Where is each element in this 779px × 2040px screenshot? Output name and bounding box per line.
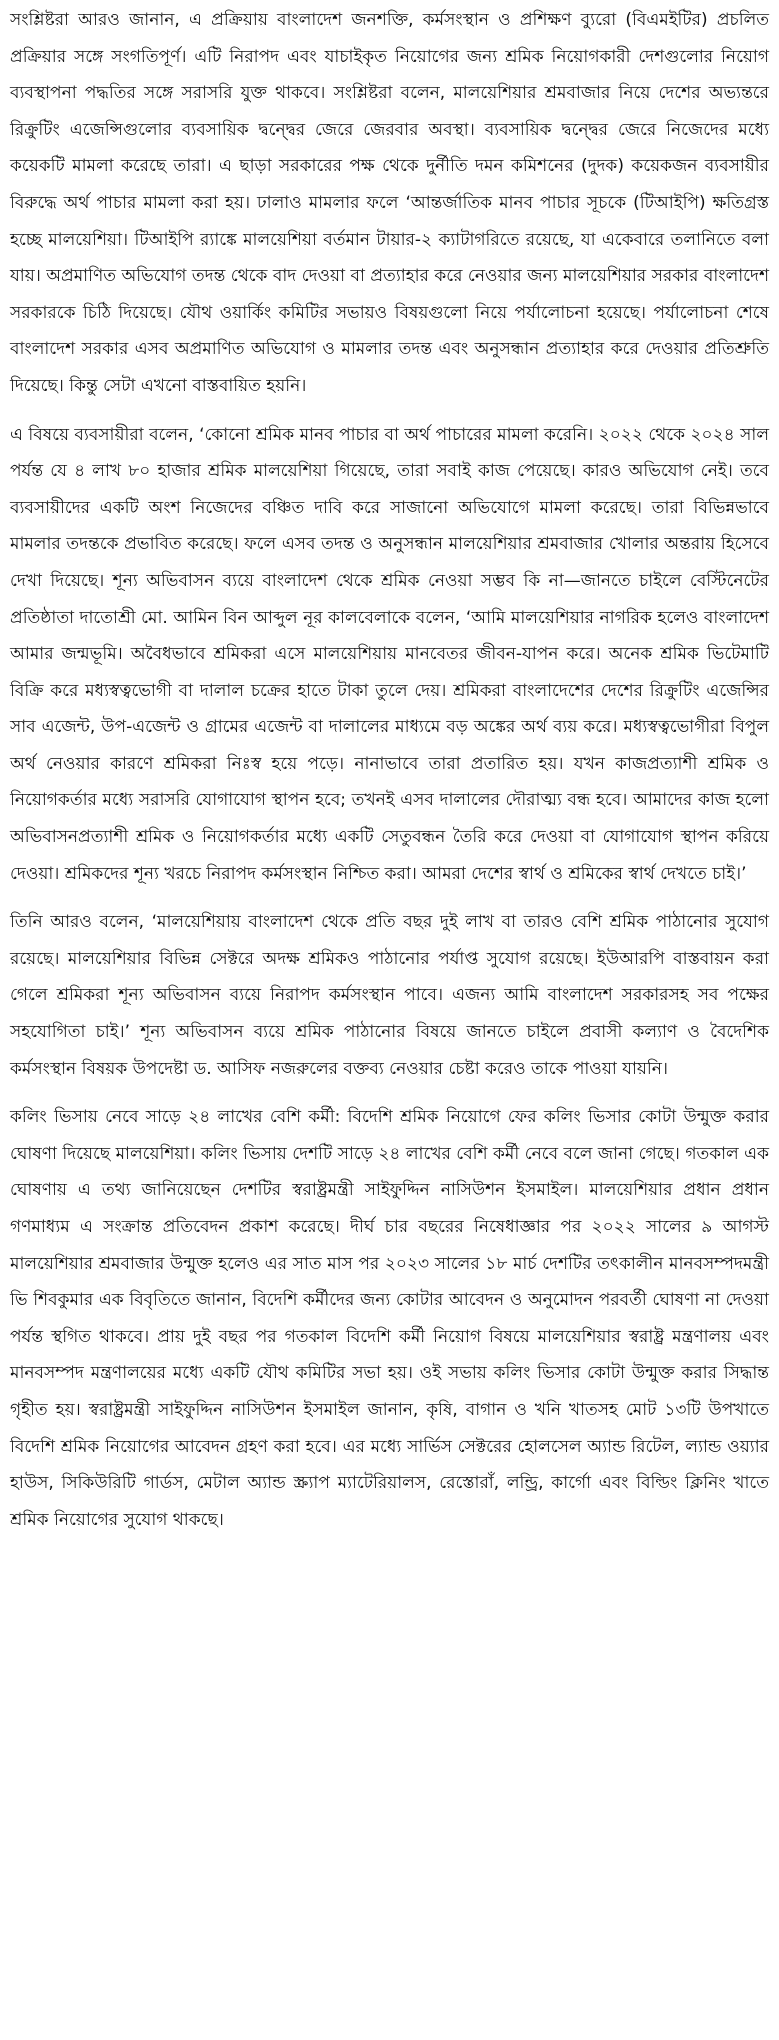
paragraph-4: কলিং ভিসায় নেবে সাড়ে ২৪ লাখের বেশি কর্মী: বিদেশি শ্রমিক নিয়োগে ফের কলিং ভিসার কোটা উন্মুক্ত করার ঘোষণা দিয়েছে মালয়েশিয়া। কলিং ভিসায় দেশটি সাড়ে ২৪ লাখের বেশি কর্মী নেবে বলে জানা গেছে। গতকাল এক ঘোষণায় এ তথ্য জানিয়েছেন দেশটির স্বরাষ্ট্রমন্ত্রী সাইফুদ্দিন নাসিউশন ইসমাইল। মালয়েশিয়ার প্রধান প্রধান গণমাধ্যম এ সংক্রান্ত প্রতিবেদন প্রকাশ করেছে। দীর্ঘ চার বছরের নিষেধাজ্ঞার পর ২০২২ সালের ৯ আগস্ট মালয়েশিয়ার শ্রমবাজার উন্মুক্ত হলেও এর সাত মাস পর ২০২৩ সালের ১৮ মার্চ দেশটির তৎকালীন মানবসম্পদমন্ত্রী ভি শিবকুমার এক বিবৃতিতে জানান, বিদেশি কর্মীদের জন্য কোটার আবেদন ও অনুমোদন পরবর্তী ঘোষণা না দেওয়া পর্যন্ত স্থগিত থাকবে। প্রায় দুই বছর পর গতকাল বিদেশি কর্মী নিয়োগ বিষয়ে মালয়েশিয়ার স্বরাষ্ট্র মন্ত্রণালয় এবং মানবসম্পদ মন্ত্রণালয়ের মধ্যে একটি যৌথ কমিটির সভা হয়। ওই সভায় কলিং ভিসার কোটা উন্মুক্ত করার সিদ্ধান্ত গৃহীত হয়। স্বরাষ্ট্রমন্ত্রী সাইফুদ্দিন নাসিউশন ইসমাইল জানান, কৃষি, বাগান ও খনি খাতসহ মোট ১৩টি উপখাতে বিদেশি শ্রমিক নিয়োগের আবেদন গ্রহণ করা হবে। এর মধ্যে সার্ভিস সেক্টরের হোলসেল অ্যান্ড রিটেল, ল্যান্ড ওয়্যার হাউস, সিকিউরিটি গার্ডস, মেটাল অ্যান্ড স্ক্র্যাপ ম্যাটেরিয়ালস, রেস্তোরাঁ, লন্ড্রি, কার্গো এবং বিল্ডিং ক্লিনিং খাতে শ্রমিক নিয়োগের সুযোগ থাকছে। [10, 1107, 769, 1530]
paragraph-1: সংশ্লিষ্টরা আরও জানান, এ প্রক্রিয়ায় বাংলাদেশ জনশক্তি, কর্মসংস্থান ও প্রশিক্ষণ ব্যুরো (বিএমইটির) প্রচলিত প্রক্রিয়ার সঙ্গে সংগতিপূর্ণ। এটি নিরাপদ এবং যাচাইকৃত নিয়োগের জন্য শ্রমিক নিয়োগকারী দেশগুলোর নিয়োগ ব্যবস্থাপনা পদ্ধতির সঙ্গে সরাসরি যুক্ত থাকবে। সংশ্লিষ্টরা বলেন, মালয়েশিয়ার শ্রমবাজার নিয়ে দেশের অভ্যন্তরে রিক্রুটিং এজেন্সিগুলোর ব্যবসায়িক দ্বন্দ্বের জেরে জেরবার অবস্থা। ব্যবসায়িক দ্বন্দ্বের জেরে নিজেদের মধ্যে কয়েকটি মামলা করেছে তারা। এ ছাড়া সরকারের পক্ষ থেকে দুর্নীতি দমন কমিশনের (দুদক) কয়েকজন ব্যবসায়ীর বিরুদ্ধে অর্থ পাচার মামলা করা হয়। ঢালাও মামলার ফলে ‘আন্তর্জাতিক মানব পাচার সূচকে (টিআইপি) ক্ষতিগ্রস্ত হচ্ছে মালয়েশিয়া। টিআইপি র‍্যাঙ্কে মালয়েশিয়া বর্তমান টায়ার-২ ক্যাটাগরিতে রয়েছে, যা একেবারে তলানিতে বলা যায়। অপ্রমাণিত অভিযোগ তদন্ত থেকে বাদ দেওয়া বা প্রত্যাহার করে নেওয়ার জন্য মালয়েশিয়ার সরকার বাংলাদেশ সরকারকে চিঠি দিয়েছে। যৌথ ওয়ার্কিং কমিটির সভায়ও বিষয়গুলো নিয়ে পর্যালোচনা হয়েছে। পর্যালোচনা শেষে বাংলাদেশ সরকার এসব অপ্রমাণিত অভিযোগ ও মামলার তদন্ত এবং অনুসন্ধান প্রত্যাহার করে দেওয়ার প্রতিশ্রুতি দিয়েছে। কিন্তু সেটা এখনো বাস্তবায়িত হয়নি। [10, 10, 769, 396]
paragraph-3: তিনি আরও বলেন, ‘মালয়েশিয়ায় বাংলাদেশ থেকে প্রতি বছর দুই লাখ বা তারও বেশি শ্রমিক পাঠানোর সুযোগ রয়েছে। মালয়েশিয়ার বিভিন্ন সেক্টরে অদক্ষ শ্রমিকও পাঠানোর পর্যাপ্ত সুযোগ রয়েছে। ইউআরপি বাস্তবায়ন করা গেলে শ্রমিকরা শূন্য অভিবাসন ব্যয়ে নিরাপদ কর্মসংস্থান পাবে। এজন্য আমি বাংলাদেশ সরকারসহ সব পক্ষের সহযোগিতা চাই।’ শূন্য অভিবাসন ব্যয়ে শ্রমিক পাঠানোর বিষয়ে জানতে চাইলে প্রবাসী কল্যাণ ও বৈদেশিক কর্মসংস্থান বিষয়ক উপদেষ্টা ড. আসিফ নজরুলের বক্তব্য নেওয়ার চেষ্টা করেও তাকে পাওয়া যায়নি। [10, 912, 769, 1079]
paragraph-2: এ বিষয়ে ব্যবসায়ীরা বলেন, ‘কোনো শ্রমিক মানব পাচার বা অর্থ পাচারের মামলা করেনি। ২০২২ থেকে ২০২৪ সাল পর্যন্ত যে ৪ লাখ ৮০ হাজার শ্রমিক মালয়েশিয়া গিয়েছে, তারা সবাই কাজ পেয়েছে। কারও অভিযোগ নেই। তবে ব্যবসায়ীদের একটি অংশ নিজেদের বঞ্চিত দাবি করে সাজানো অভিযোগে মামলা করেছে। তারা বিভিন্নভাবে মামলার তদন্তকে প্রভাবিত করেছে। ফলে এসব তদন্ত ও অনুসন্ধান মালয়েশিয়ার শ্রমবাজার খোলার অন্তরায় হিসেবে দেখা দিয়েছে। শূন্য অভিবাসন ব্যয়ে বাংলাদেশ থেকে শ্রমিক নেওয়া সম্ভব কি না—জানতে চাইলে বেস্টিনেটের প্রতিষ্ঠাতা দাতোশ্রী মো. আমিন বিন আব্দুল নূর কালবেলাকে বলেন, ‘আমি মালয়েশিয়ার নাগরিক হলেও বাংলাদেশ আমার জন্মভূমি। অবৈধভাবে শ্রমিকরা এসে মালয়েশিয়ায় মানবেতর জীবন-যাপন করে। অনেক শ্রমিক ভিটেমাটি বিক্রি করে মধ্যস্বত্বভোগী বা দালাল চক্রের হাতে টাকা তুলে দেয়। শ্রমিকরা বাংলাদেশের দেশের রিক্রুটিং এজেন্সির সাব এজেন্ট, উপ-এজেন্ট ও গ্রামের এজেন্ট বা দালালের মাধ্যমে বড় অঙ্কের অর্থ ব্যয় করে। মধ্যস্বত্বভোগীরা বিপুল অর্থ নেওয়ার কারণে শ্রমিকরা নিঃস্ব হয়ে পড়ে। নানাভাবে তারা প্রতারিত হয়। যখন কাজপ্রত্যাশী শ্রমিক ও নিয়োগকর্তার মধ্যে সরাসরি যোগাযোগ স্থাপন হবে; তখনই এসব দালালের দৌরাত্ম্য বন্ধ হবে। আমাদের কাজ হলো অভিবাসনপ্রত্যাশী শ্রমিক ও নিয়োগকর্তার মধ্যে একটি সেতুবন্ধন তৈরি করে দেওয়া বা যোগাযোগ স্থাপন করিয়ে দেওয়া। শ্রমিকদের শূন্য খরচে নিরাপদ কর্মসংস্থান নিশ্চিত করা। আমরা দেশের স্বার্থ ও শ্রমিকের স্বার্থ দেখতে চাই।’ [10, 424, 769, 884]
